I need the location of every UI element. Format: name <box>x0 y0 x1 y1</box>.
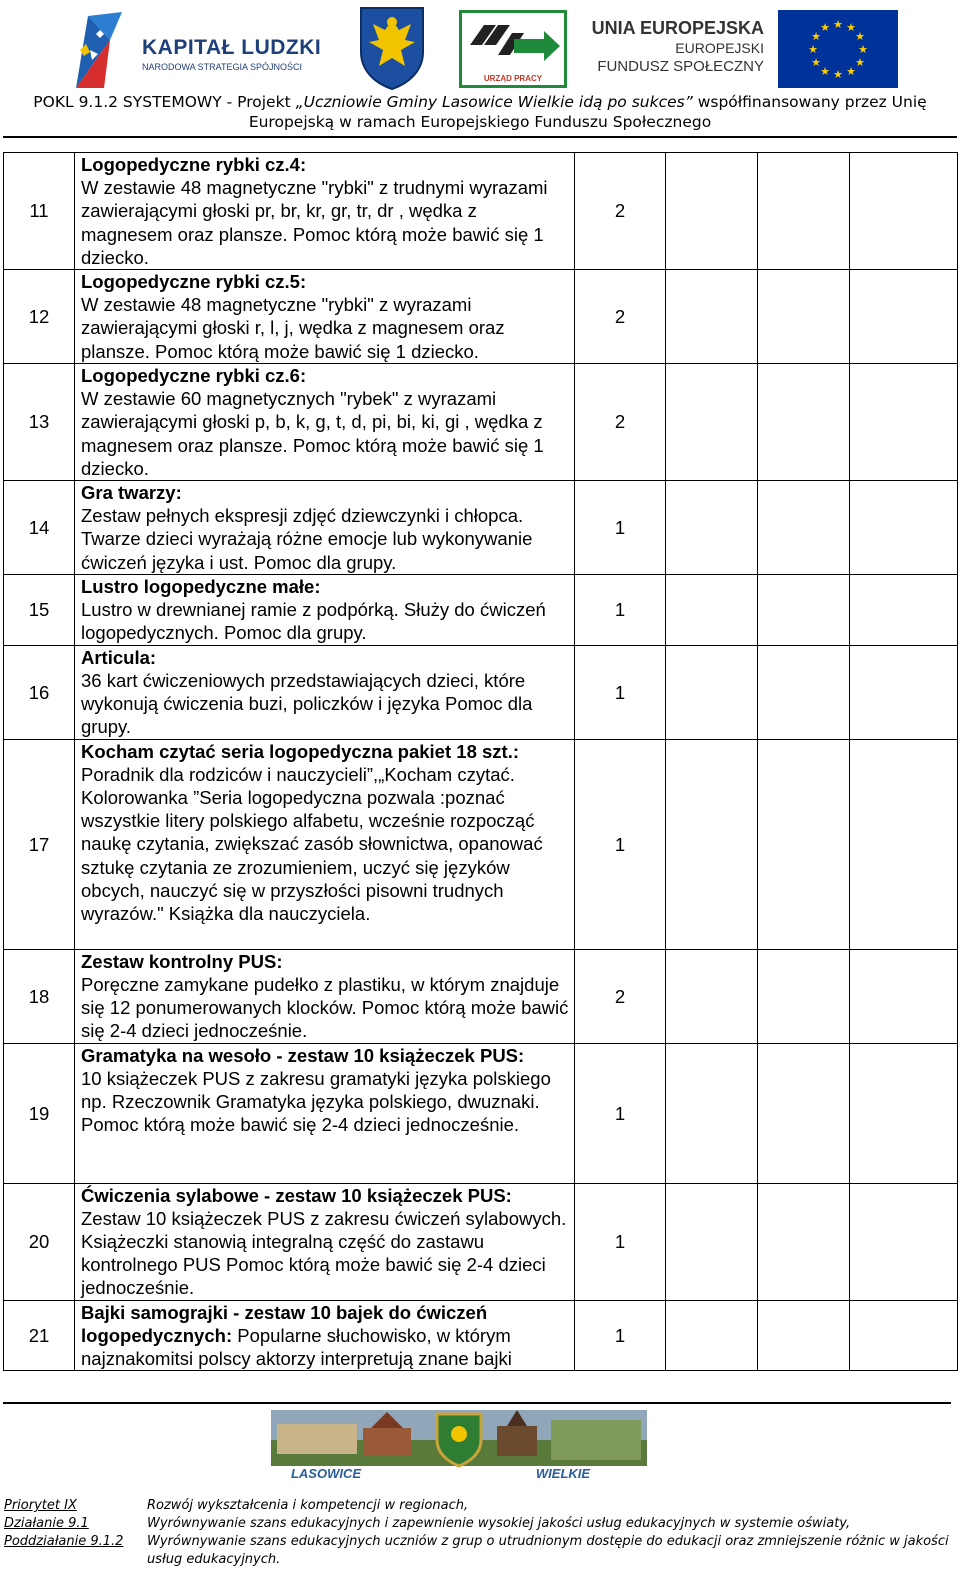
empty-cell <box>666 1183 758 1300</box>
item-title: Gra twarzy: <box>81 482 182 504</box>
header-logos <box>0 0 960 92</box>
item-description <box>75 481 575 575</box>
empty-cell <box>850 949 958 1043</box>
empty-cell <box>850 645 958 739</box>
project-info <box>0 92 960 132</box>
item-description <box>75 949 575 1043</box>
empty-cell <box>758 153 850 270</box>
footer-subaction: Poddziałanie 9.1.2 <box>4 1534 124 1549</box>
row-number: 15 <box>4 575 75 646</box>
item-body: 10 książeczek PUS z zakresu gramatyki języka polskiego np. Rzeczownik Gramatyka języka polskiego, dwuznaki. Pomoc którą może bawić się 2-4 dzieci jednocześnie. <box>81 1067 551 1136</box>
eu-flag-icon <box>778 10 898 88</box>
item-quantity: 1 <box>575 739 666 949</box>
project-line-1 <box>0 92 960 112</box>
item-quantity: 2 <box>575 153 666 270</box>
footer-divider <box>3 1402 951 1404</box>
svg-text:★: ★ <box>846 21 856 34</box>
empty-cell <box>758 739 850 949</box>
item-body: Poręczne zamykane pudełko z plastiku, w którym znajduje się 12 ponumerowanych klocków. Pomoc którą może bawić się 2-4 dzieci jednocześnie. <box>81 973 569 1042</box>
item-title: Zestaw kontrolny PUS: <box>81 950 283 972</box>
lasowice-wielkie-banner <box>271 1410 647 1482</box>
footer-description-line: Wyrównywanie szans edukacyjnych i zapewnienie wysokiej jakości usług edukacyjnych w systemie oświaty, <box>147 1516 851 1531</box>
row-number: 17 <box>4 739 75 949</box>
item-quantity: 1 <box>575 645 666 739</box>
table-row <box>4 739 958 949</box>
svg-text:★: ★ <box>833 68 843 81</box>
item-body: W zestawie 48 magnetyczne "rybki" z trudnymi wyrazami zawierającymi głoski pr, br, kr, gr, tr, dr , wędka z magnesem oraz plansze. Pomoc którą może bawić się 1 dziecko. <box>81 177 548 268</box>
row-number: 13 <box>4 364 75 481</box>
header-divider <box>3 136 957 138</box>
svg-text:★: ★ <box>820 21 830 34</box>
empty-cell <box>666 270 758 364</box>
empty-cell <box>850 575 958 646</box>
empty-cell <box>758 270 850 364</box>
item-description <box>75 739 575 949</box>
empty-cell <box>666 949 758 1043</box>
table-row <box>4 575 958 646</box>
kapital-ludzki-title: KAPITAŁ LUDZKI <box>142 36 322 59</box>
item-description <box>75 1043 575 1183</box>
svg-text:★: ★ <box>858 43 868 56</box>
eu-line-2: EUROPEJSKI <box>675 40 764 56</box>
item-quantity: 1 <box>575 481 666 575</box>
item-quantity: 1 <box>575 1043 666 1183</box>
item-title: Gramatyka na wesoło - zestaw 10 książeczek PUS: <box>81 1044 525 1066</box>
item-description <box>75 1300 575 1371</box>
item-description <box>75 645 575 739</box>
svg-text:★: ★ <box>846 65 856 78</box>
item-quantity: 1 <box>575 1300 666 1371</box>
project-prefix: POKL 9.1.2 SYSTEMOWY - Projekt <box>33 93 296 111</box>
empty-cell <box>850 153 958 270</box>
table-row <box>4 364 958 481</box>
project-line-2: Europejską w ramach Europejskiego Funduszu Społecznego <box>248 113 712 131</box>
empty-cell <box>758 1183 850 1300</box>
empty-cell <box>758 949 850 1043</box>
urzad-pracy-text: URZĄD PRACY <box>483 74 543 83</box>
empty-cell <box>666 364 758 481</box>
row-number: 19 <box>4 1043 75 1183</box>
empty-cell <box>666 1300 758 1371</box>
item-body: 36 kart ćwiczeniowych przedstawiających dzieci, które wykonują ćwiczenia buzi, policzków i języka Pomoc dla grupy. <box>81 669 533 738</box>
footer-priority-block <box>4 1497 144 1551</box>
item-body: Lustro w drewnianej ramie z podpórką. Służy do ćwiczeń logopedycznych. Pomoc dla grupy. <box>81 599 546 644</box>
footer-action: Działanie 9.1 <box>4 1516 89 1531</box>
item-title: Logopedyczne rybki cz.4: <box>81 154 307 175</box>
items-table <box>3 152 958 1371</box>
eu-logo <box>591 10 898 90</box>
svg-text:★: ★ <box>811 30 821 43</box>
table-row <box>4 481 958 575</box>
items-table-body <box>4 153 958 1371</box>
item-title: Ćwiczenia sylabowe - zestaw 10 książeczek PUS: <box>81 1184 512 1206</box>
row-number: 21 <box>4 1300 75 1371</box>
footer-description-line: Wyrównywanie szans edukacyjnych uczniów z grup o utrudnionym dostępie do edukacji oraz zmniejszenie różnic w jakości usług edukacyjnych. <box>147 1534 949 1567</box>
item-description <box>75 270 575 364</box>
item-title: Articula: <box>81 646 157 668</box>
empty-cell <box>850 1300 958 1371</box>
item-description <box>75 575 575 646</box>
empty-cell <box>850 739 958 949</box>
item-title: Logopedyczne rybki cz.6: <box>81 365 307 387</box>
item-body: Zestaw pełnych ekspresji zdjęć dziewczynki i chłopca. Twarze dzieci wyrażają różne emocje lub wykonywanie ćwiczeń języka i ust. Pomoc dla grupy. <box>81 505 533 573</box>
project-title: „Uczniowie Gminy Lasowice Wielkie idą po sukces” <box>295 93 693 111</box>
table-row <box>4 270 958 364</box>
table-row <box>4 1300 958 1371</box>
empty-cell <box>666 739 758 949</box>
urzad-pracy-arrow-icon <box>462 15 564 73</box>
footer-description-line: Rozwój wykształcenia i kompetencji w regionach, <box>147 1498 469 1513</box>
table-row <box>4 1043 958 1183</box>
empty-cell <box>850 1183 958 1300</box>
item-quantity: 1 <box>575 575 666 646</box>
item-body: W zestawie 48 magnetyczne "rybki" z wyrazami zawierającymi głoski r, l, j, wędka z magnesem oraz plansze. Pomoc którą może bawić się 1 dziecko. <box>81 294 505 362</box>
row-number: 12 <box>4 270 75 364</box>
empty-cell <box>666 481 758 575</box>
item-body: Poradnik dla rodziców i nauczycieli”,„Kocham czytać. Kolorowanka ”Seria logopedyczna pozwala :poznać wszystkie litery polskiego alfabetu, wcześnie rozpocząć naukę czytania, zwiększać zasób słownictwa, opanować sztukę czytania ze zrozumieniem, uczyć się języków obcych, nauczyć się w przyszłości pisowni trudnych wyrazów." Książka dla nauczyciela. <box>81 763 543 925</box>
row-number: 18 <box>4 949 75 1043</box>
footer-priority: Priorytet IX <box>4 1498 77 1513</box>
table-row <box>4 949 958 1043</box>
item-description <box>75 1183 575 1300</box>
project-suffix: współfinansowany przez Unię <box>692 93 927 111</box>
item-title: Bajki samograjki - zestaw 10 bajek do ćwiczeń logopedycznych: <box>81 1301 488 1346</box>
svg-text:★: ★ <box>820 65 830 78</box>
row-number: 16 <box>4 645 75 739</box>
item-title: Lustro logopedyczne małe: <box>81 576 321 598</box>
empty-cell <box>758 364 850 481</box>
item-quantity: 2 <box>575 949 666 1043</box>
svg-text:★: ★ <box>811 56 821 69</box>
item-quantity: 2 <box>575 270 666 364</box>
item-description <box>75 153 575 270</box>
item-body: W zestawie 60 magnetycznych "rybek" z wyrazami zawierającymi głoski p, b, k, g, t, d, pi, bi, ki, gi , wędka z magnesem oraz plansze. Pomoc którą może bawić się 1 dziecko. <box>81 388 544 479</box>
svg-text:★: ★ <box>808 43 818 56</box>
row-number: 11 <box>4 153 75 270</box>
empty-cell <box>666 1043 758 1183</box>
empty-cell <box>758 1300 850 1371</box>
empty-cell <box>850 1043 958 1183</box>
table-row <box>4 153 958 270</box>
item-title: Kocham czytać seria logopedyczna pakiet 18 szt.: <box>81 740 519 762</box>
empty-cell <box>758 645 850 739</box>
svg-text:★: ★ <box>833 18 843 31</box>
banner-left-text: LASOWICE <box>290 1466 362 1481</box>
empty-cell <box>758 1043 850 1183</box>
eu-line-3: FUNDUSZ SPOŁECZNY <box>597 58 764 75</box>
empty-cell <box>758 481 850 575</box>
empty-cell <box>850 270 958 364</box>
item-title: Logopedyczne rybki cz.5: <box>81 271 307 293</box>
svg-text:★: ★ <box>855 30 865 43</box>
footer-description-block <box>147 1497 957 1569</box>
table-row <box>4 1183 958 1300</box>
empty-cell <box>666 153 758 270</box>
coat-of-arms-icon <box>357 6 427 90</box>
row-number: 20 <box>4 1183 75 1300</box>
svg-text:★: ★ <box>855 56 865 69</box>
kapital-ludzki-logo <box>70 6 330 90</box>
eu-line-1: UNIA EUROPEJSKA <box>591 18 764 38</box>
empty-cell <box>850 364 958 481</box>
empty-cell <box>666 575 758 646</box>
item-body: Zestaw 10 książeczek PUS z zakresu ćwiczeń sylabowych. Książeczki stanowią integralną część do zastawu kontrolnego PUS Pomoc którą może bawić się 2-4 dzieci jednocześnie. <box>81 1207 567 1299</box>
banner-right-text: WIELKIE <box>535 1466 591 1481</box>
item-quantity: 2 <box>575 364 666 481</box>
empty-cell <box>850 481 958 575</box>
urzad-pracy-logo <box>459 10 567 88</box>
row-number: 14 <box>4 481 75 575</box>
kapital-ludzki-subtitle: NARODOWA STRATEGIA SPÓJNOŚCI <box>142 62 303 72</box>
item-quantity: 1 <box>575 1183 666 1300</box>
empty-cell <box>666 645 758 739</box>
table-row <box>4 645 958 739</box>
item-body: Popularne słuchowisko, w którym najznakomitsi polscy aktorzy interpretują znane bajki <box>81 1324 512 1370</box>
empty-cell <box>758 575 850 646</box>
item-description <box>75 364 575 481</box>
kapital-ludzki-flag-icon <box>70 10 130 88</box>
